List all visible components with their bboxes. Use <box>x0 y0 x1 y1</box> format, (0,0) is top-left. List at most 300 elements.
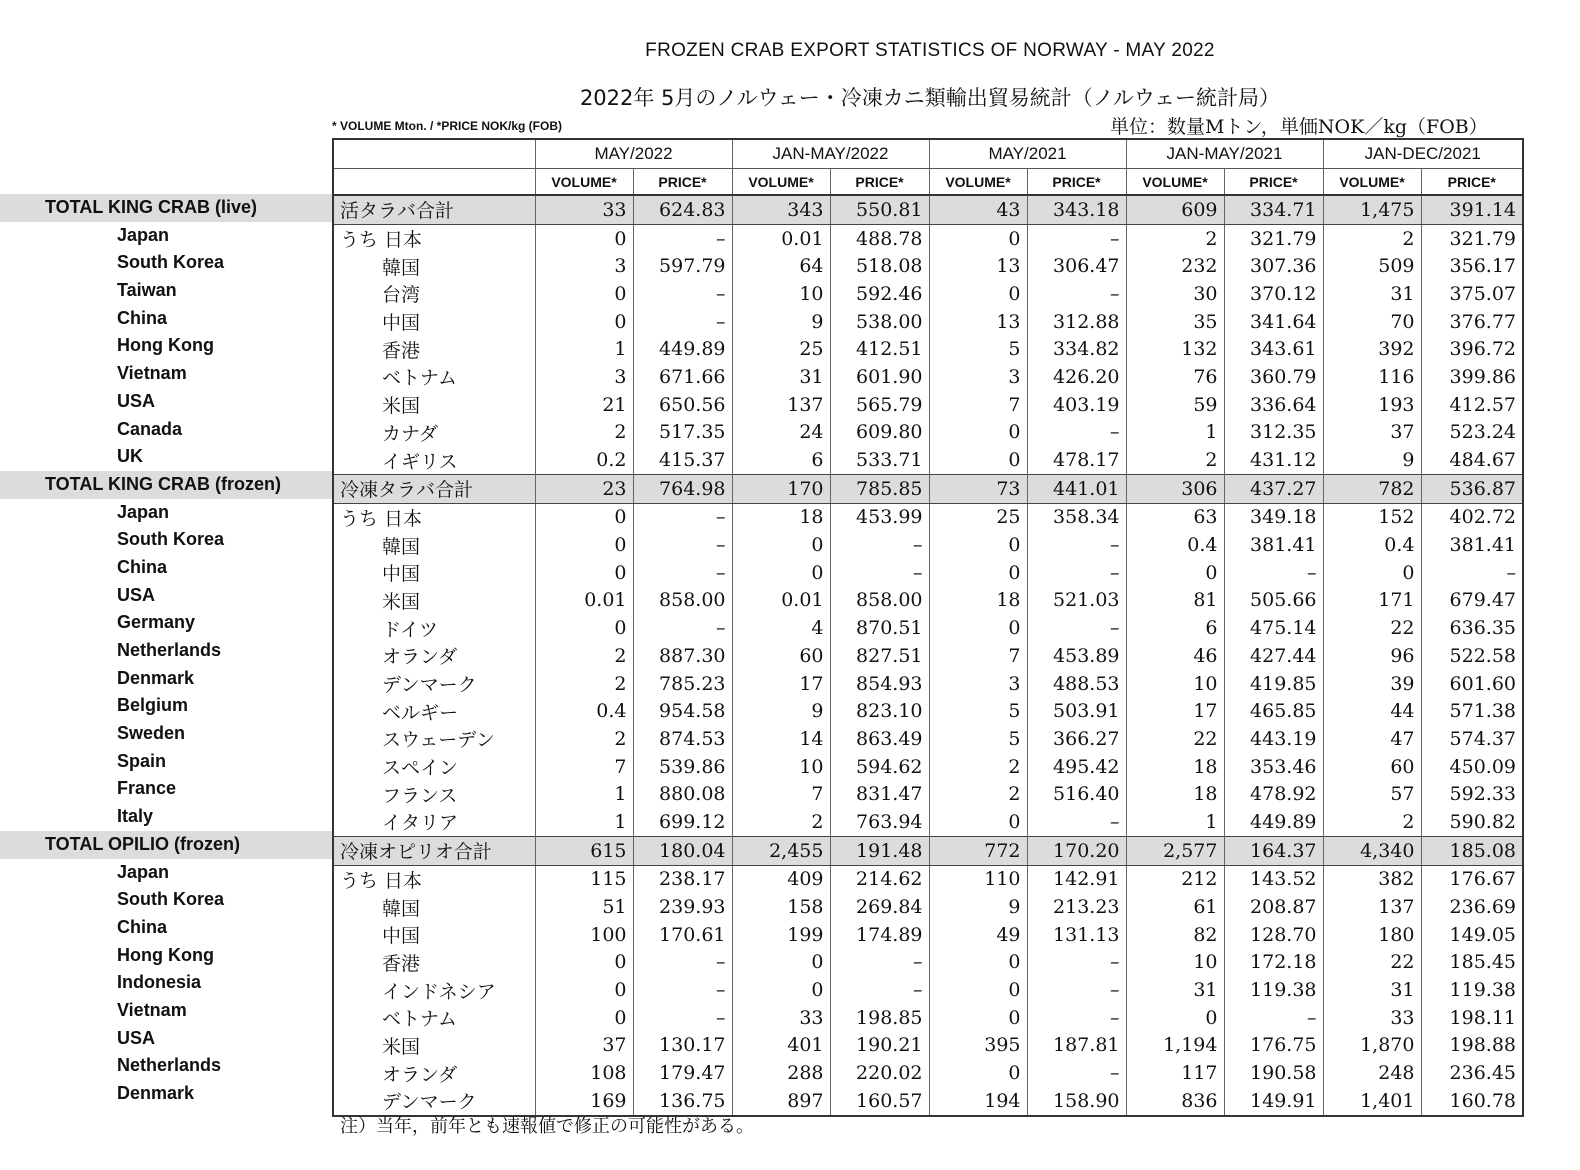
volume-cell: 76 <box>1126 363 1224 391</box>
price-cell: 449.89 <box>1224 808 1323 836</box>
price-cell: – <box>633 531 732 559</box>
price-cell: 381.41 <box>1421 531 1523 559</box>
price-cell: 823.10 <box>830 697 929 725</box>
volume-cell: 137 <box>732 391 830 419</box>
table-row <box>333 224 1523 252</box>
price-cell: 236.45 <box>1421 1059 1523 1087</box>
price-cell: – <box>1027 224 1126 252</box>
volume-cell: 18 <box>1126 780 1224 808</box>
volume-header: VOLUME* <box>732 169 830 196</box>
price-cell: 366.27 <box>1027 725 1126 753</box>
price-cell: – <box>633 280 732 308</box>
country-label: Japan <box>117 861 170 882</box>
volume-cell: 0.4 <box>1323 531 1421 559</box>
table-row <box>333 363 1523 391</box>
price-cell: – <box>633 559 732 587</box>
price-cell: – <box>1027 280 1126 308</box>
volume-cell: 1,194 <box>1126 1032 1224 1060</box>
price-cell: 427.44 <box>1224 642 1323 670</box>
volume-cell: 49 <box>929 921 1027 949</box>
volume-cell: 37 <box>535 1032 633 1060</box>
volume-cell: 31 <box>1323 280 1421 308</box>
footnote: 注）当年，前年とも速報値で修正の可能性がある。 <box>340 1116 754 1137</box>
row-label-japanese: 米国 <box>333 587 535 615</box>
volume-cell: 0 <box>929 559 1027 587</box>
volume-cell: 615 <box>535 836 633 865</box>
volume-cell: 2 <box>1323 224 1421 252</box>
row-label-japanese: 韓国 <box>333 252 535 280</box>
volume-cell: 10 <box>1126 670 1224 698</box>
price-cell: 334.82 <box>1027 335 1126 363</box>
country-label: USA <box>117 1027 156 1048</box>
unit-note: * VOLUME Mton. / *PRICE NOK/kg (FOB) <box>332 119 562 133</box>
volume-cell: 24 <box>732 419 830 447</box>
row-label-japanese: ドイツ <box>333 614 535 642</box>
volume-cell: 1 <box>535 780 633 808</box>
price-cell: – <box>1224 559 1323 587</box>
volume-cell: 248 <box>1323 1059 1421 1087</box>
volume-cell: 382 <box>1323 865 1421 893</box>
price-cell: 478.17 <box>1027 446 1126 474</box>
country-label: Taiwan <box>117 280 177 301</box>
price-cell: 609.80 <box>830 419 929 447</box>
price-cell: 349.18 <box>1224 503 1323 531</box>
row-label-japanese: デンマーク <box>333 1087 535 1116</box>
volume-cell: 115 <box>535 865 633 893</box>
volume-cell: 392 <box>1323 335 1421 363</box>
volume-cell: 57 <box>1323 780 1421 808</box>
volume-cell: 17 <box>732 670 830 698</box>
volume-cell: 0 <box>732 949 830 977</box>
period-header: JAN-DEC/2021 <box>1323 139 1523 169</box>
volume-cell: 18 <box>1126 753 1224 781</box>
volume-cell: 395 <box>929 1032 1027 1060</box>
volume-cell: 193 <box>1323 391 1421 419</box>
price-cell: 827.51 <box>830 642 929 670</box>
table-row <box>333 503 1523 531</box>
volume-cell: 0 <box>929 808 1027 836</box>
price-cell: 179.47 <box>633 1059 732 1087</box>
price-cell: 412.57 <box>1421 391 1523 419</box>
country-label: UK <box>117 446 143 467</box>
volume-cell: 2 <box>1126 446 1224 474</box>
price-cell: 431.12 <box>1224 446 1323 474</box>
volume-cell: 33 <box>1323 1004 1421 1032</box>
row-label-japanese: 韓国 <box>333 531 535 559</box>
volume-cell: 2 <box>535 419 633 447</box>
price-cell: 764.98 <box>633 474 732 503</box>
english-row-labels <box>0 194 332 1108</box>
volume-cell: 3 <box>929 670 1027 698</box>
period-header: MAY/2021 <box>929 139 1126 169</box>
volume-cell: 1,870 <box>1323 1032 1421 1060</box>
table-row <box>333 614 1523 642</box>
category-total-label: TOTAL KING CRAB (live) <box>0 194 332 222</box>
price-cell: 533.71 <box>830 446 929 474</box>
table-row <box>333 753 1523 781</box>
price-cell: 412.51 <box>830 335 929 363</box>
country-label: South Korea <box>117 889 225 910</box>
price-cell: 170.20 <box>1027 836 1126 865</box>
table-row <box>333 559 1523 587</box>
volume-cell: 1,475 <box>1323 195 1421 224</box>
price-cell: 449.89 <box>633 335 732 363</box>
row-label-japanese: スウェーデン <box>333 725 535 753</box>
volume-cell: 31 <box>732 363 830 391</box>
volume-cell: 170 <box>732 474 830 503</box>
price-cell: 887.30 <box>633 642 732 670</box>
price-cell: 220.02 <box>830 1059 929 1087</box>
price-cell: 176.75 <box>1224 1032 1323 1060</box>
price-cell: 671.66 <box>633 363 732 391</box>
volume-cell: 117 <box>1126 1059 1224 1087</box>
price-cell: 636.35 <box>1421 614 1523 642</box>
price-header: PRICE* <box>1224 169 1323 196</box>
country-label: China <box>117 556 168 577</box>
country-label: China <box>117 307 168 328</box>
volume-cell: 152 <box>1323 503 1421 531</box>
volume-cell: 0 <box>929 1059 1027 1087</box>
volume-cell: 33 <box>535 195 633 224</box>
price-cell: 450.09 <box>1421 753 1523 781</box>
price-cell: 488.78 <box>830 224 929 252</box>
volume-cell: 137 <box>1323 893 1421 921</box>
price-cell: 321.79 <box>1224 224 1323 252</box>
price-cell: – <box>1027 559 1126 587</box>
category-total-label: TOTAL OPILIO (frozen) <box>0 831 332 859</box>
price-cell: 831.47 <box>830 780 929 808</box>
price-cell: 312.88 <box>1027 308 1126 336</box>
price-cell: 699.12 <box>633 808 732 836</box>
volume-cell: 31 <box>1323 976 1421 1004</box>
table-row <box>333 391 1523 419</box>
row-label-japanese: 活タラバ合計 <box>333 195 535 224</box>
price-cell: 465.85 <box>1224 697 1323 725</box>
table-body <box>333 195 1523 1116</box>
price-cell: – <box>830 949 929 977</box>
volume-cell: 0 <box>929 531 1027 559</box>
volume-cell: 194 <box>929 1087 1027 1116</box>
total-row <box>333 195 1523 224</box>
price-cell: 119.38 <box>1421 976 1523 1004</box>
price-cell: 185.08 <box>1421 836 1523 865</box>
volume-cell: 9 <box>1323 446 1421 474</box>
price-cell: 679.47 <box>1421 587 1523 615</box>
volume-cell: 70 <box>1323 308 1421 336</box>
price-cell: – <box>1027 531 1126 559</box>
row-label-japanese: オランダ <box>333 642 535 670</box>
country-label: USA <box>117 584 156 605</box>
price-cell: 624.83 <box>633 195 732 224</box>
price-header: PRICE* <box>830 169 929 196</box>
price-cell: 143.52 <box>1224 865 1323 893</box>
country-label: Denmark <box>117 1083 195 1103</box>
price-cell: 142.91 <box>1027 865 1126 893</box>
volume-cell: 82 <box>1126 921 1224 949</box>
volume-cell: 4,340 <box>1323 836 1421 865</box>
volume-cell: 212 <box>1126 865 1224 893</box>
price-cell: 441.01 <box>1027 474 1126 503</box>
table-row <box>333 1004 1523 1032</box>
row-label-japanese: 韓国 <box>333 893 535 921</box>
price-cell: – <box>1421 559 1523 587</box>
row-label-japanese: うち 日本 <box>333 503 535 531</box>
price-cell: – <box>633 976 732 1004</box>
price-cell: – <box>1027 1059 1126 1087</box>
period-header: JAN-MAY/2021 <box>1126 139 1323 169</box>
row-label-japanese: イタリア <box>333 808 535 836</box>
price-cell: 522.58 <box>1421 642 1523 670</box>
price-cell: 592.33 <box>1421 780 1523 808</box>
price-cell: – <box>830 976 929 1004</box>
export-statistics-table <box>332 138 1524 1117</box>
price-cell: 172.18 <box>1224 949 1323 977</box>
price-cell: 358.34 <box>1027 503 1126 531</box>
table-row <box>333 531 1523 559</box>
volume-cell: 7 <box>929 391 1027 419</box>
price-cell: 785.85 <box>830 474 929 503</box>
price-cell: 191.48 <box>830 836 929 865</box>
price-cell: 858.00 <box>830 587 929 615</box>
volume-cell: 61 <box>1126 893 1224 921</box>
price-cell: 149.05 <box>1421 921 1523 949</box>
price-cell: 239.93 <box>633 893 732 921</box>
row-label-japanese: ベトナム <box>333 363 535 391</box>
volume-cell: 836 <box>1126 1087 1224 1116</box>
volume-cell: 288 <box>732 1059 830 1087</box>
price-cell: 356.17 <box>1421 252 1523 280</box>
price-cell: – <box>1027 419 1126 447</box>
country-label: Germany <box>117 612 196 633</box>
page-title: FROZEN CRAB EXPORT STATISTICS OF NORWAY - MAY 2022 <box>645 40 1215 61</box>
table-row <box>333 780 1523 808</box>
price-header: PRICE* <box>1421 169 1523 196</box>
volume-cell: 1 <box>1126 419 1224 447</box>
price-cell: 341.64 <box>1224 308 1323 336</box>
volume-cell: 5 <box>929 725 1027 753</box>
volume-cell: 0 <box>535 224 633 252</box>
row-label-japanese: インドネシア <box>333 976 535 1004</box>
country-label: Indonesia <box>117 972 202 993</box>
volume-cell: 0 <box>1126 559 1224 587</box>
country-label: South Korea <box>117 529 225 550</box>
volume-cell: 37 <box>1323 419 1421 447</box>
price-cell: 437.27 <box>1224 474 1323 503</box>
volume-cell: 609 <box>1126 195 1224 224</box>
price-cell: 517.35 <box>633 419 732 447</box>
volume-cell: 3 <box>929 363 1027 391</box>
table-row <box>333 921 1523 949</box>
country-label: Vietnam <box>117 999 187 1020</box>
volume-cell: 116 <box>1323 363 1421 391</box>
price-cell: 160.57 <box>830 1087 929 1116</box>
volume-cell: 0 <box>732 531 830 559</box>
price-cell: – <box>633 1004 732 1032</box>
price-cell: – <box>1027 976 1126 1004</box>
row-label-japanese: 香港 <box>333 335 535 363</box>
price-cell: 370.12 <box>1224 280 1323 308</box>
price-cell: 376.77 <box>1421 308 1523 336</box>
price-cell: – <box>830 531 929 559</box>
price-cell: 503.91 <box>1027 697 1126 725</box>
price-cell: – <box>1224 1004 1323 1032</box>
volume-cell: 0 <box>535 976 633 1004</box>
volume-cell: 0 <box>535 308 633 336</box>
row-label-japanese: うち 日本 <box>333 865 535 893</box>
table-row <box>333 725 1523 753</box>
volume-cell: 897 <box>732 1087 830 1116</box>
price-cell: 158.90 <box>1027 1087 1126 1116</box>
volume-cell: 10 <box>1126 949 1224 977</box>
volume-cell: 22 <box>1323 614 1421 642</box>
volume-cell: 0.01 <box>732 587 830 615</box>
price-cell: 650.56 <box>633 391 732 419</box>
volume-cell: 51 <box>535 893 633 921</box>
volume-cell: 9 <box>732 308 830 336</box>
table-row <box>333 976 1523 1004</box>
price-cell: 521.03 <box>1027 587 1126 615</box>
table-row <box>333 280 1523 308</box>
volume-cell: 232 <box>1126 252 1224 280</box>
price-cell: – <box>633 224 732 252</box>
table-row <box>333 893 1523 921</box>
volume-cell: 1 <box>1126 808 1224 836</box>
price-header: PRICE* <box>1027 169 1126 196</box>
volume-cell: 2 <box>929 780 1027 808</box>
price-cell: 763.94 <box>830 808 929 836</box>
volume-cell: 0 <box>535 531 633 559</box>
price-cell: 170.61 <box>633 921 732 949</box>
country-label: Hong Kong <box>117 335 214 356</box>
volume-cell: 306 <box>1126 474 1224 503</box>
price-cell: 954.58 <box>633 697 732 725</box>
row-label-japanese: 米国 <box>333 1032 535 1060</box>
table-row <box>333 446 1523 474</box>
price-cell: 312.35 <box>1224 419 1323 447</box>
price-cell: 571.38 <box>1421 697 1523 725</box>
table-row <box>333 1032 1523 1060</box>
volume-cell: 401 <box>732 1032 830 1060</box>
volume-cell: 22 <box>1323 949 1421 977</box>
price-cell: 343.61 <box>1224 335 1323 363</box>
volume-cell: 46 <box>1126 642 1224 670</box>
volume-cell: 343 <box>732 195 830 224</box>
country-label: Belgium <box>117 695 189 716</box>
volume-cell: 60 <box>732 642 830 670</box>
total-row <box>333 474 1523 503</box>
row-label-japanese: オランダ <box>333 1059 535 1087</box>
volume-cell: 782 <box>1323 474 1421 503</box>
volume-cell: 7 <box>732 780 830 808</box>
price-cell: 592.46 <box>830 280 929 308</box>
volume-cell: 7 <box>929 642 1027 670</box>
table-row <box>333 642 1523 670</box>
price-cell: 415.37 <box>633 446 732 474</box>
volume-cell: 0.2 <box>535 446 633 474</box>
table-row <box>333 252 1523 280</box>
price-cell: – <box>633 308 732 336</box>
price-cell: – <box>633 614 732 642</box>
volume-cell: 0 <box>535 1004 633 1032</box>
volume-cell: 5 <box>929 335 1027 363</box>
row-label-japanese: フランス <box>333 780 535 808</box>
price-cell: 565.79 <box>830 391 929 419</box>
country-label: Sweden <box>117 723 186 744</box>
price-cell: 190.21 <box>830 1032 929 1060</box>
price-cell: – <box>633 503 732 531</box>
price-cell: 391.14 <box>1421 195 1523 224</box>
price-cell: 453.89 <box>1027 642 1126 670</box>
table-row <box>333 865 1523 893</box>
price-cell: 863.49 <box>830 725 929 753</box>
volume-cell: 44 <box>1323 697 1421 725</box>
row-label-japanese: 冷凍オピリオ合計 <box>333 836 535 865</box>
price-cell: 426.20 <box>1027 363 1126 391</box>
price-cell: 574.37 <box>1421 725 1523 753</box>
price-cell: 880.08 <box>633 780 732 808</box>
country-label: Hong Kong <box>117 944 214 965</box>
price-cell: 375.07 <box>1421 280 1523 308</box>
volume-cell: 35 <box>1126 308 1224 336</box>
period-header-row <box>333 139 1523 169</box>
volume-cell: 0.01 <box>535 587 633 615</box>
total-row <box>333 836 1523 865</box>
volume-cell: 96 <box>1323 642 1421 670</box>
volume-cell: 1 <box>535 808 633 836</box>
volume-cell: 772 <box>929 836 1027 865</box>
row-label-japanese: 冷凍タラバ合計 <box>333 474 535 503</box>
price-cell: 307.36 <box>1224 252 1323 280</box>
volume-cell: 0 <box>732 976 830 1004</box>
price-cell: 119.38 <box>1224 976 1323 1004</box>
volume-cell: 23 <box>535 474 633 503</box>
price-cell: 495.42 <box>1027 753 1126 781</box>
row-label-japanese: カナダ <box>333 419 535 447</box>
price-cell: 136.75 <box>633 1087 732 1116</box>
price-cell: 475.14 <box>1224 614 1323 642</box>
price-cell: 396.72 <box>1421 335 1523 363</box>
price-cell: 488.53 <box>1027 670 1126 698</box>
country-label: France <box>117 778 177 799</box>
volume-cell: 132 <box>1126 335 1224 363</box>
row-label-japanese: うち 日本 <box>333 224 535 252</box>
price-cell: 198.11 <box>1421 1004 1523 1032</box>
price-cell: 858.00 <box>633 587 732 615</box>
volume-cell: 21 <box>535 391 633 419</box>
table-row <box>333 587 1523 615</box>
country-label: USA <box>117 390 156 411</box>
volume-cell: 63 <box>1126 503 1224 531</box>
corner-cell <box>333 139 535 169</box>
volume-cell: 158 <box>732 893 830 921</box>
price-cell: 443.19 <box>1224 725 1323 753</box>
volume-header: VOLUME* <box>1126 169 1224 196</box>
price-cell: – <box>633 949 732 977</box>
volume-cell: 0.4 <box>535 697 633 725</box>
price-cell: 236.69 <box>1421 893 1523 921</box>
row-label-japanese: 中国 <box>333 308 535 336</box>
price-cell: 176.67 <box>1421 865 1523 893</box>
price-cell: 269.84 <box>830 893 929 921</box>
volume-cell: 2 <box>732 808 830 836</box>
price-cell: 198.85 <box>830 1004 929 1032</box>
price-cell: 131.13 <box>1027 921 1126 949</box>
price-header: PRICE* <box>633 169 732 196</box>
price-cell: 174.89 <box>830 921 929 949</box>
volume-cell: 0 <box>1323 559 1421 587</box>
volume-cell: 1,401 <box>1323 1087 1421 1116</box>
price-cell: 536.87 <box>1421 474 1523 503</box>
